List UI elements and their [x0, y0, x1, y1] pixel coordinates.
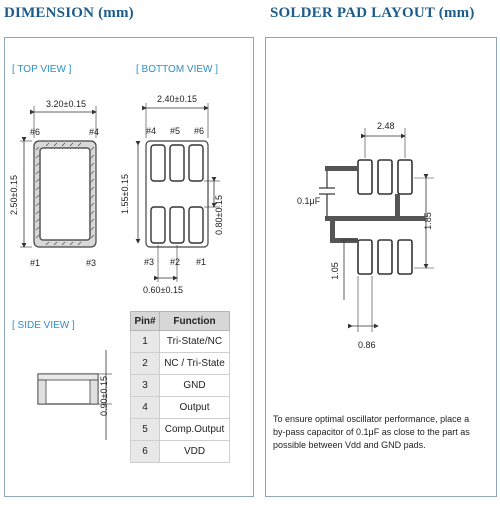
- function-column-header: Function: [160, 312, 230, 331]
- pad-span-left: 1.05: [329, 262, 340, 280]
- pin-function: Output: [160, 397, 230, 419]
- bottom-pin-1: #1: [196, 257, 207, 267]
- table-row: [131, 419, 230, 441]
- bottom-pin-5: #5: [170, 126, 181, 136]
- top-view-width: 3.20±0.15: [46, 99, 86, 109]
- dimension-header: DIMENSION (mm): [4, 5, 134, 21]
- pin-column-header: Pin#: [131, 312, 160, 331]
- pad-pitch-top: 2.48: [377, 121, 395, 131]
- pin-function-table: [130, 311, 230, 463]
- bottom-pin-4: #4: [146, 126, 157, 136]
- pin-number: 4: [131, 397, 160, 419]
- side-view-label: [ SIDE VIEW ]: [12, 320, 75, 331]
- table-row: [131, 441, 230, 463]
- capacitor-value: 0.1μF: [297, 196, 321, 206]
- bottom-pad-gap: 0.80±0.15: [213, 195, 224, 235]
- top-pin-4: #4: [89, 127, 100, 137]
- pin-number: 1: [131, 331, 160, 353]
- pad-width: 0.86: [358, 340, 376, 350]
- solder-pad-drawing: [319, 128, 434, 332]
- table-row: [131, 375, 230, 397]
- pin-function: VDD: [160, 441, 230, 463]
- bottom-view-label: [ BOTTOM VIEW ]: [136, 64, 219, 75]
- bottom-pin-6: #6: [194, 126, 205, 136]
- pad-span-right: 1.85: [422, 212, 433, 230]
- bottom-pitch: 0.60±0.15: [143, 285, 183, 295]
- bottom-view-width: 2.40±0.15: [157, 94, 197, 104]
- pin-number: 5: [131, 419, 160, 441]
- bottom-pin-3: #3: [144, 257, 155, 267]
- table-row: [131, 331, 230, 353]
- bypass-capacitor-note: To ensure optimal oscillator performance, place a by-pass capacitor of 0.1μF as close to the part as possible between Vdd and GND pads.: [273, 414, 470, 450]
- top-view-label: [ TOP VIEW ]: [12, 64, 72, 75]
- pin-function: NC / Tri-State: [160, 353, 230, 375]
- table-row: [131, 397, 230, 419]
- solder-pad-header: SOLDER PAD LAYOUT (mm): [270, 5, 475, 21]
- top-pin-1: #1: [30, 258, 41, 268]
- side-view-thickness: 0.90±0.15: [98, 376, 109, 416]
- top-pin-6: #6: [30, 127, 41, 137]
- pin-function: Comp.Output: [160, 419, 230, 441]
- pin-function: Tri-State/NC: [160, 331, 230, 353]
- top-view-height: 2.50±0.15: [8, 175, 19, 215]
- bottom-pad-height: 1.55±0.15: [119, 174, 130, 214]
- pin-number: 3: [131, 375, 160, 397]
- table-header-row: [131, 312, 230, 331]
- bottom-pin-2: #2: [170, 257, 181, 267]
- table-row: [131, 353, 230, 375]
- pin-number: 2: [131, 353, 160, 375]
- top-pin-3: #3: [86, 258, 97, 268]
- capacitor: [319, 171, 335, 216]
- pin-number: 6: [131, 441, 160, 463]
- pin-function: GND: [160, 375, 230, 397]
